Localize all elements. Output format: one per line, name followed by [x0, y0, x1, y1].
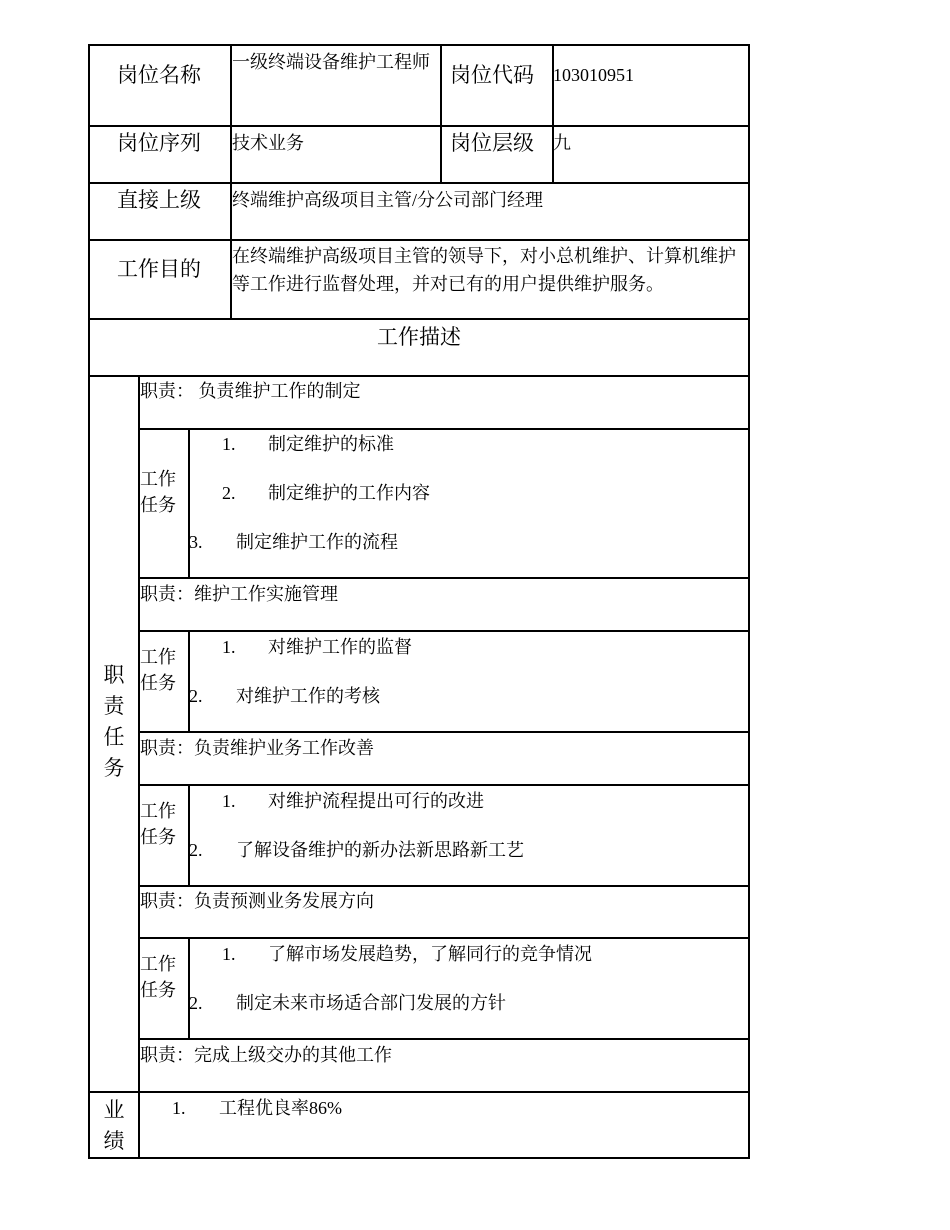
row-divider [138, 731, 750, 733]
sequence-label: 岗位序列 [117, 131, 201, 155]
duty-title: 职责：负责维护业务工作改善 [140, 738, 374, 758]
position-code-value: 103010951 [553, 65, 634, 85]
duties-section-label: 职 责 任 务 [103, 663, 125, 780]
position-name-value: 一级终端设备维护工程师 [232, 52, 430, 72]
duty-title: 职责：完成上级交办的其他工作 [140, 1045, 392, 1065]
row-divider [88, 239, 750, 241]
task-text: 对维护工作的考核 [236, 686, 380, 706]
performance-section-label: 业 绩 [103, 1098, 125, 1153]
duty-title: 职责：维护工作实施管理 [140, 584, 338, 604]
position-code-label: 岗位代码 [450, 63, 534, 87]
row-divider [138, 577, 750, 579]
row-divider [138, 1038, 750, 1040]
task-number: 2. [189, 993, 203, 1013]
row-divider [88, 1091, 750, 1093]
supervisor-value: 终端维护高级项目主管/分公司部门经理 [232, 190, 543, 210]
task-text: 对维护工作的监督 [268, 637, 412, 657]
task-text: 制定维护的标准 [268, 434, 394, 454]
task-number: 3. [189, 532, 203, 552]
row-divider [138, 885, 750, 887]
task-text: 制定维护工作的流程 [236, 532, 398, 552]
task-number: 2. [189, 686, 203, 706]
table-border-right [748, 44, 750, 1158]
performance-text: 工程优良率86% [219, 1098, 342, 1118]
col-divider [440, 44, 442, 183]
duty-title: 职责： 负责维护工作的制定 [140, 381, 361, 401]
row-divider [88, 182, 750, 184]
col-divider [188, 428, 190, 578]
task-number: 1. [222, 434, 236, 454]
task-text: 了解市场发展趋势，了解同行的竞争情况 [268, 944, 592, 964]
purpose-value: 在终端维护高级项目主管的领导下，对小总机维护、计算机维护等工作进行监督处理，并对已有的用户提供维护服务。 [232, 246, 736, 294]
purpose-label: 工作目的 [117, 257, 201, 281]
task-label: 工作任务 [140, 647, 176, 693]
performance-number: 1. [172, 1098, 186, 1118]
row-divider [138, 630, 750, 632]
task-label: 工作任务 [140, 954, 176, 1000]
level-label: 岗位层级 [450, 131, 534, 155]
duty-title: 职责：负责预测业务发展方向 [140, 891, 374, 911]
task-number: 1. [222, 944, 236, 964]
col-divider [188, 937, 190, 1039]
task-label: 工作任务 [140, 801, 176, 847]
table-border-top [88, 44, 750, 46]
table-border-left [88, 44, 90, 1158]
row-divider [138, 937, 750, 939]
position-name-label: 岗位名称 [117, 63, 201, 87]
table-border-bottom [88, 1157, 750, 1159]
task-text: 了解设备维护的新办法新思路新工艺 [236, 840, 524, 860]
task-text: 对维护流程提出可行的改进 [268, 791, 484, 811]
description-title: 工作描述 [377, 325, 461, 349]
row-divider [88, 318, 750, 320]
row-divider [88, 125, 750, 127]
level-value: 九 [553, 133, 571, 153]
task-number: 1. [222, 637, 236, 657]
row-divider [138, 784, 750, 786]
row-divider [88, 375, 750, 377]
task-label: 工作任务 [140, 469, 176, 515]
col-divider [188, 784, 190, 886]
task-number: 1. [222, 791, 236, 811]
task-text: 制定未来市场适合部门发展的方针 [236, 993, 506, 1013]
sequence-value: 技术业务 [232, 133, 304, 153]
task-text: 制定维护的工作内容 [268, 483, 430, 503]
supervisor-label: 直接上级 [117, 188, 201, 212]
col-divider [188, 630, 190, 732]
row-divider [138, 428, 750, 430]
task-number: 2. [222, 483, 236, 503]
task-number: 2. [189, 840, 203, 860]
